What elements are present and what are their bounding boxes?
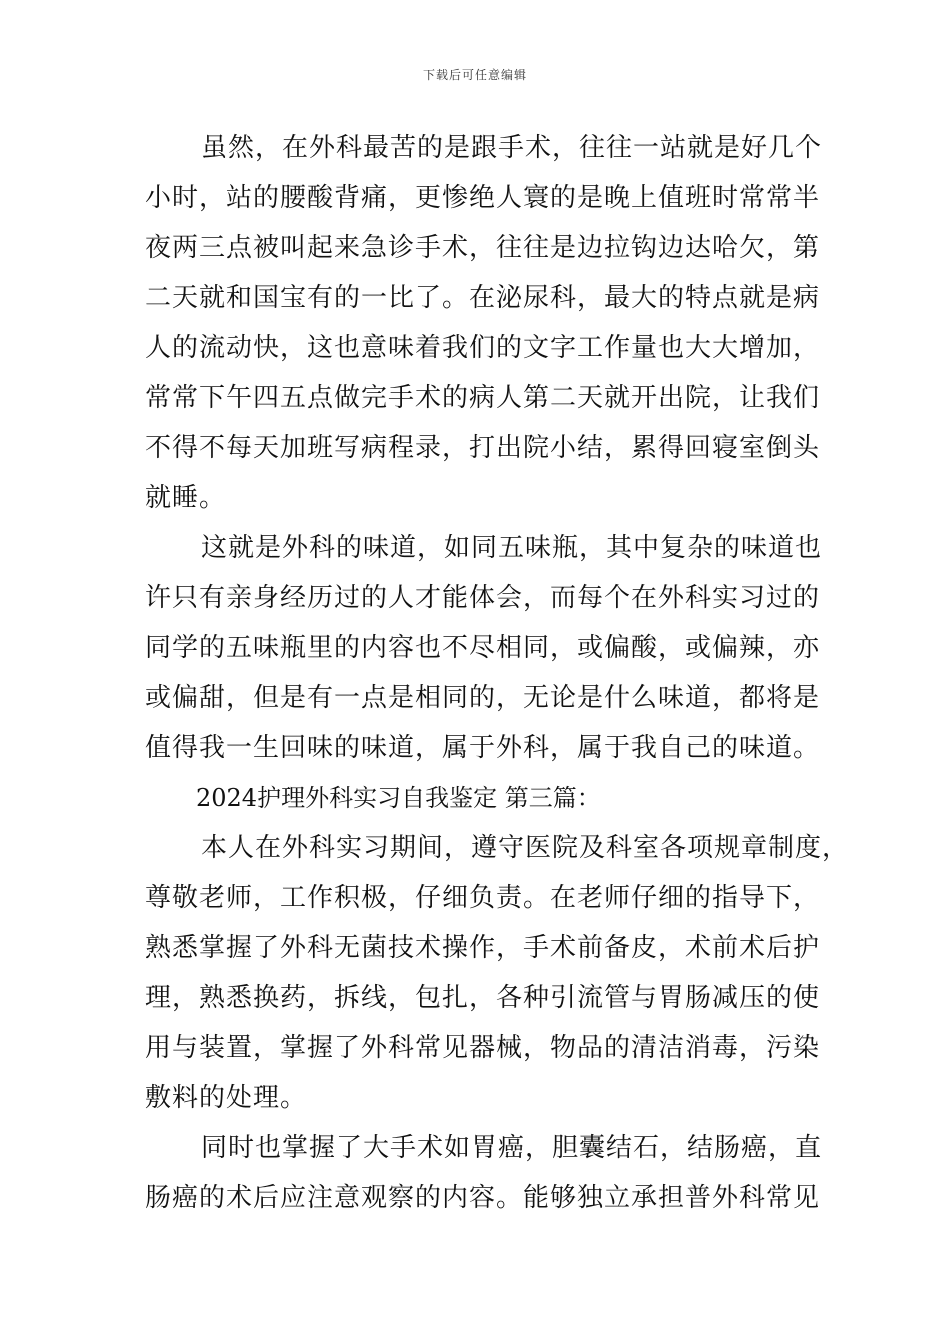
body-line: 不得不每天加班写病程录，打出院小结，累得回寝室倒头 <box>145 433 821 463</box>
body-line: 许只有亲身经历过的人才能体会，而每个在外科实习过的 <box>145 583 821 613</box>
body-line: 用与装置，掌握了外科常见器械，物品的清洁消毒，污染 <box>145 1033 821 1063</box>
section-heading: 2024护理外科实习自我鉴定 第三篇： <box>196 784 601 812</box>
header-note: 下载后可任意编辑 <box>422 68 527 82</box>
body-line: 值得我一生回味的味道，属于外科，属于我自己的味道。 <box>145 733 821 763</box>
body-line: 本人在外科实习期间，遵守医院及科室各项规章制度， <box>201 833 850 863</box>
body-line: 就睡。 <box>145 483 227 513</box>
body-line: 肠癌的术后应注意观察的内容。能够独立承担普外科常见 <box>145 1183 821 1213</box>
body-line: 虽然，在外科最苦的是跟手术，往往一站就是好几个 <box>201 133 823 163</box>
body-line: 常常下午四五点做完手术的病人第二天就开出院，让我们 <box>145 383 821 413</box>
body-line: 小时，站的腰酸背痛，更惨绝人寰的是晚上值班时常常半 <box>145 183 821 213</box>
body-line: 敷料的处理。 <box>145 1083 308 1113</box>
body-line: 人的流动快，这也意味着我们的文字工作量也大大增加， <box>145 333 821 363</box>
body-line: 同学的五味瓶里的内容也不尽相同，或偏酸，或偏辣，亦 <box>145 633 821 663</box>
body-line: 理，熟悉换药，拆线，包扎，各种引流管与胃肠减压的使 <box>145 983 821 1013</box>
body-line: 尊敬老师，工作积极，仔细负责。在老师仔细的指导下， <box>145 883 821 913</box>
body-line: 夜两三点被叫起来急诊手术，往往是边拉钩边达哈欠，第 <box>145 233 821 263</box>
body-line: 这就是外科的味道，如同五味瓶，其中复杂的味道也 <box>201 533 823 563</box>
body-line: 同时也掌握了大手术如胃癌，胆囊结石，结肠癌，直 <box>201 1133 823 1163</box>
body-line: 或偏甜，但是有一点是相同的，无论是什么味道，都将是 <box>145 683 821 713</box>
body-line: 二天就和国宝有的一比了。在泌尿科，最大的特点就是病 <box>145 283 821 313</box>
body-line: 熟悉掌握了外科无菌技术操作，手术前备皮，术前术后护 <box>145 933 821 963</box>
